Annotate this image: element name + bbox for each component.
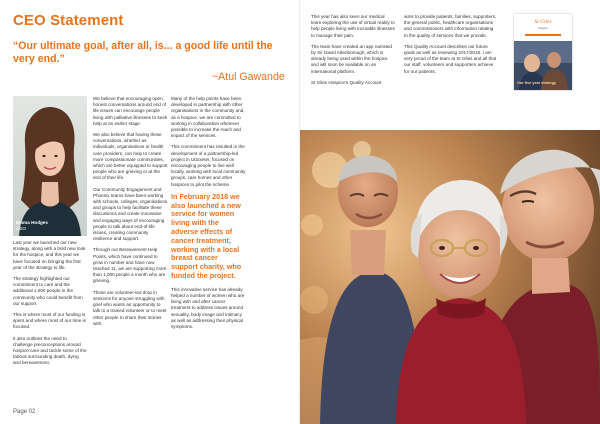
cover-accent-bar: [525, 34, 561, 36]
elderly-couple-photo: [300, 130, 600, 424]
text-column-2: [93, 96, 168, 332]
text-column-1: [13, 240, 87, 372]
paragraph: This Quality Account describes our future goals as well as reviewing 2017/2018. I am very proud of the team at St Giles and all that our staff, volunteers and supporters achieve for our patients.: [404, 43, 497, 74]
paragraph: This is where most of our funding is spent and where most of our time is focused.: [13, 312, 86, 330]
page-number: Page 02: [13, 409, 36, 415]
quote-attribution: ~Atul Gawande: [212, 71, 285, 83]
paragraph: It also outlines the need to challenge preconceptions around hospice care and tackle some of the taboos surrounding death, dying and bereavement.: [13, 335, 87, 366]
portrait-photo: [13, 96, 87, 236]
paragraph: This year has also seen our medical team exploring the use of virtual reality to help people living with incurable illnesses to manage their pain.: [311, 14, 395, 38]
pull-quote: In February 2018 we also launched a new service for women living with the adverse effects of cancer treatment, working with a local breast cancer support charity, who funded the project.: [171, 191, 242, 281]
paragraph: Our Community Engagement and Phoenix teams have been working with schools, colleges, organisations and groups to help facilitate these discussions and create innovative and engaging ways of encouraging people to talk about end-of-life issues, creating community resilience and support.: [93, 186, 168, 242]
paragraph: We also believe that having these conversations, whether as individuals, organisations or health care providers, can help to create more compassionate communities, which are better equipped to support people who are grieving or at the end of their life.: [93, 132, 168, 181]
strategy-cover-thumbnail: [514, 14, 572, 90]
paragraph: These are volunteer-led drop in sessions for anyone struggling with grief who wants an opportunity to talk to a trained volunteer or to meet other people to share their stories with.: [93, 289, 167, 326]
paragraph: aims to provide patients, families, supporters, the general public, healthcare organisations and commissioners with information relating to the quality of services that we provide.: [404, 14, 497, 38]
paragraph: This commitment has resulted in the development of a partnership-led project in Uttoxeter, focused on encouraging people to live well locally, working with local community groups, care homes and other hospices to pilot the scheme.: [171, 144, 246, 187]
ceo-portrait: [13, 96, 87, 236]
page-title: CEO Statement: [13, 12, 124, 29]
paragraph: Last year we launched our new strategy, along with a bold new look for the hospice, and this year we have focused on bringing the first year of the strategy to life.: [13, 240, 86, 270]
paragraph: Many of the help points have been developed in partnership with other organisations in the community and, as a hospice, we are committed to working in collaboration wherever possible to increase the reach and impact of the services.: [171, 96, 245, 139]
text-column-5: [404, 14, 497, 80]
portrait-name: Emma Hodges: [16, 220, 48, 225]
paragraph: The strategy highlighted our commitment to care and the additional 1,000 people in the community who could benefit from our support.: [13, 276, 83, 306]
lead-quote: “Our ultimate goal, after all, is... a good life until the very end.”: [13, 40, 273, 65]
paragraph: The team have created an app narrated by Sir David Attenborough, which is already being used within the hospice and will soon be available on an international platform.: [311, 43, 392, 74]
paragraph: This innovative service has already helped a number of women who are living with and after cancer treatment to address issues around sexuality, body image and intimacy as well as addressing their physical symptoms.: [171, 286, 245, 330]
cover-logo: St Giles: [534, 19, 552, 25]
cover-title: Our five year strategy: [517, 81, 557, 86]
couple-photo-illustration: [300, 130, 600, 424]
text-column-4: [311, 14, 396, 91]
paragraph: We believe that encouraging open, honest conversations around end of life issues can encourage people living with palliative illnesses to seek help at an earlier stage.: [93, 96, 168, 126]
portrait-role: CEO: [16, 226, 26, 231]
text-column-3: [171, 96, 246, 335]
paragraph: St Giles Hospice’s Quality Account: [311, 79, 382, 85]
paragraph: Through our Bereavement Help Points, which have continued to grow in number and have now reached 11, we are supporting more than 1,000 people a month who are grieving.: [93, 247, 167, 284]
cover-subtitle: Hospice: [538, 27, 548, 30]
